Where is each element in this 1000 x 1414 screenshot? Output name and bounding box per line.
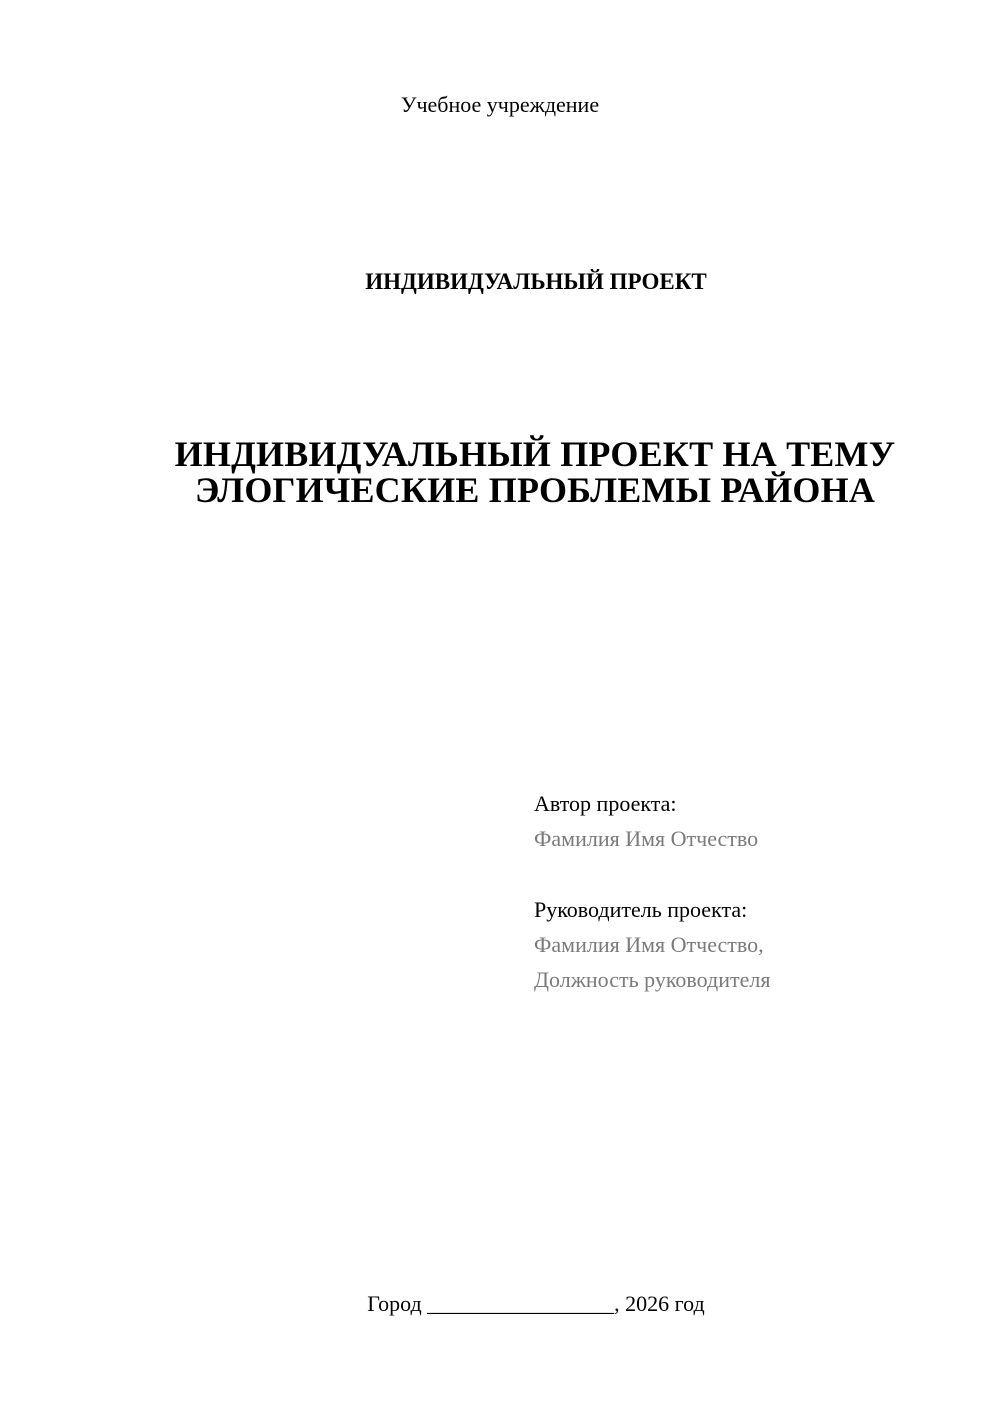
project-title-line-2: ЭЛОГИЧЕСКИЕ ПРОБЛЕМЫ РАЙОНА (194, 470, 876, 510)
supervisor-name: Фамилия Имя Отчество, (534, 932, 764, 957)
project-title (100, 436, 970, 508)
supervisor-block (534, 892, 954, 997)
author-name: Фамилия Имя Отчество (534, 826, 759, 851)
institution-name: Учебное учреждение (400, 92, 600, 117)
project-title-line-1: ИНДИВИДУАЛЬНЫЙ ПРОЕКТ НА ТЕМУ (174, 434, 896, 474)
document-type: ИНДИВИДУАЛЬНЫЙ ПРОЕКТ (365, 269, 707, 294)
supervisor-label: Руководитель проекта: (534, 897, 748, 922)
author-block (534, 786, 954, 856)
supervisor-position: Должность руководителя (534, 967, 771, 992)
author-label: Автор проекта: (534, 791, 677, 816)
city-year-line: Город _________________, 2026 год (367, 1291, 705, 1316)
